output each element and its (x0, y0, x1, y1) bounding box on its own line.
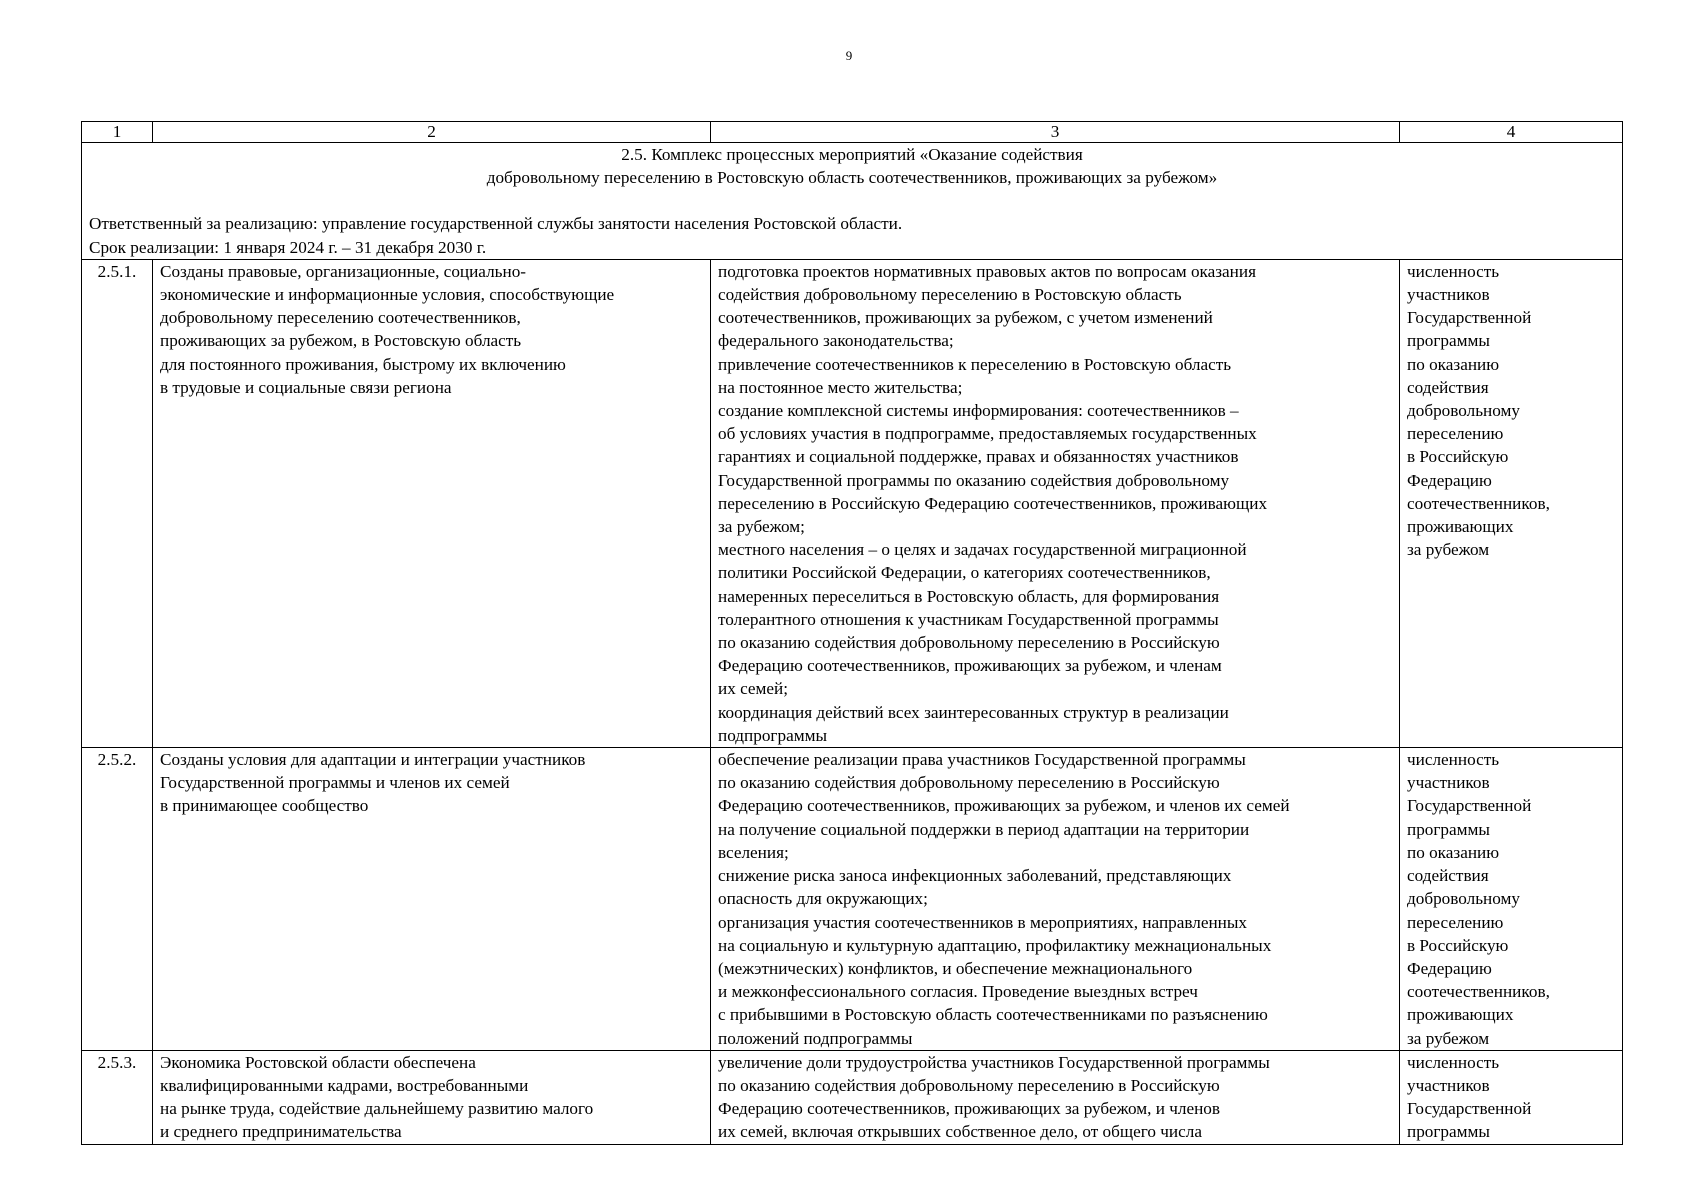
row-number: 2.5.2. (82, 748, 153, 1051)
section-responsible: Ответственный за реализацию: управление государственной службы занятости населения Ростовской области. (89, 214, 903, 234)
column-number-row (82, 122, 1623, 143)
column-number-3: 3 (711, 122, 1400, 143)
section-title: 2.5. Комплекс процессных мероприятий «Оказание содействия добровольному переселению в Ростовскую область соотечественников, проживающих за рубежом» (486, 145, 1218, 188)
row-number: 2.5.3. (82, 1050, 153, 1144)
result-cell: Созданы правовые, организационные, социально- экономические и информационные условия, способствующие добровольному переселению соотечественников, проживающих за рубежом, в Ростовскую область для постоянного проживания, быстрому их включению в трудовые и социальные связи региона (153, 259, 711, 747)
column-number-4: 4 (1400, 122, 1623, 143)
description-cell: подготовка проектов нормативных правовых актов по вопросам оказания содействия добровольному переселению в Ростовскую область соотечественников, проживающих за рубежом, с учетом изменений федерального законодательства; привлечение соотечественников к переселению в Ростовскую область на постоянное место жительства; создание комплексной системы информирования: соотечественников – об условиях участия в подпрограмме, предоставляемых государственных гарантиях и социальной поддержке, правах и обязанностях участников Государственной программы по оказанию содействия добровольному переселению в Российскую Федерацию соотечественников, проживающих за рубежом; местного населения – о целях и задачах государственной миграционной политики Российской Федерации, о категориях соотечественников, намеренных переселиться в Ростовскую область, для формирования толерантного отношения к участникам Государственной программы по оказанию содействия добровольному переселению в Российскую Федерацию соотечественников, проживающих за рубежом, и членам их семей; координация действий всех заинтересованных структур в реализации подпрограммы (711, 259, 1400, 747)
indicator-cell: численность участников Государственной программы по оказанию содействия добровольному переселению в Российскую Федерацию соотечественников, проживающих за рубежом (1400, 748, 1623, 1051)
result-cell: Созданы условия для адаптации и интеграции участников Государственной программы и членов их семей в принимающее сообщество (153, 748, 711, 1051)
table-row (82, 259, 1623, 747)
page-number: 9 (845, 48, 853, 63)
table-row (82, 748, 1623, 1051)
section-header-cell (82, 143, 1623, 260)
indicator-cell: численность участников Государственной программы по оказанию содействия добровольному переселению в Российскую Федерацию соотечественников, проживающих за рубежом (1400, 259, 1623, 747)
description-cell: увеличение доли трудоустройства участников Государственной программы по оказанию содействия добровольному переселению в Российскую Федерацию соотечественников, проживающих за рубежом, и членов их семей, включая открывших собственное дело, от общего числа (711, 1050, 1400, 1144)
description-cell: обеспечение реализации права участников Государственной программы по оказанию содействия добровольному переселению в Российскую Федерацию соотечественников, проживающих за рубежом, и членов их семей на получение социальной поддержки в период адаптации на территории вселения; снижение риска заноса инфекционных заболеваний, представляющих опасность для окружающих; организация участия соотечественников в мероприятиях, направленных на социальную и культурную адаптацию, профилактику межнациональных (межэтнических) конфликтов, и обеспечение межнационального и межконфессионального согласия. Проведение выездных встреч с прибывшими в Ростовскую область соотечественниками по разъяснению положений подпрограммы (711, 748, 1400, 1051)
section-header-row (82, 143, 1623, 260)
table-row (82, 1050, 1623, 1144)
column-number-2: 2 (153, 122, 711, 143)
row-number: 2.5.1. (82, 259, 153, 747)
measures-table (81, 121, 1623, 1145)
result-cell: Экономика Ростовской области обеспечена квалифицированными кадрами, востребованными на рынке труда, содействие дальнейшему развитию малого и среднего предпринимательства (153, 1050, 711, 1144)
column-number-1: 1 (82, 122, 153, 143)
indicator-cell: численность участников Государственной программы (1400, 1050, 1623, 1144)
section-term: Срок реализации: 1 января 2024 г. – 31 декабря 2030 г. (89, 237, 487, 257)
